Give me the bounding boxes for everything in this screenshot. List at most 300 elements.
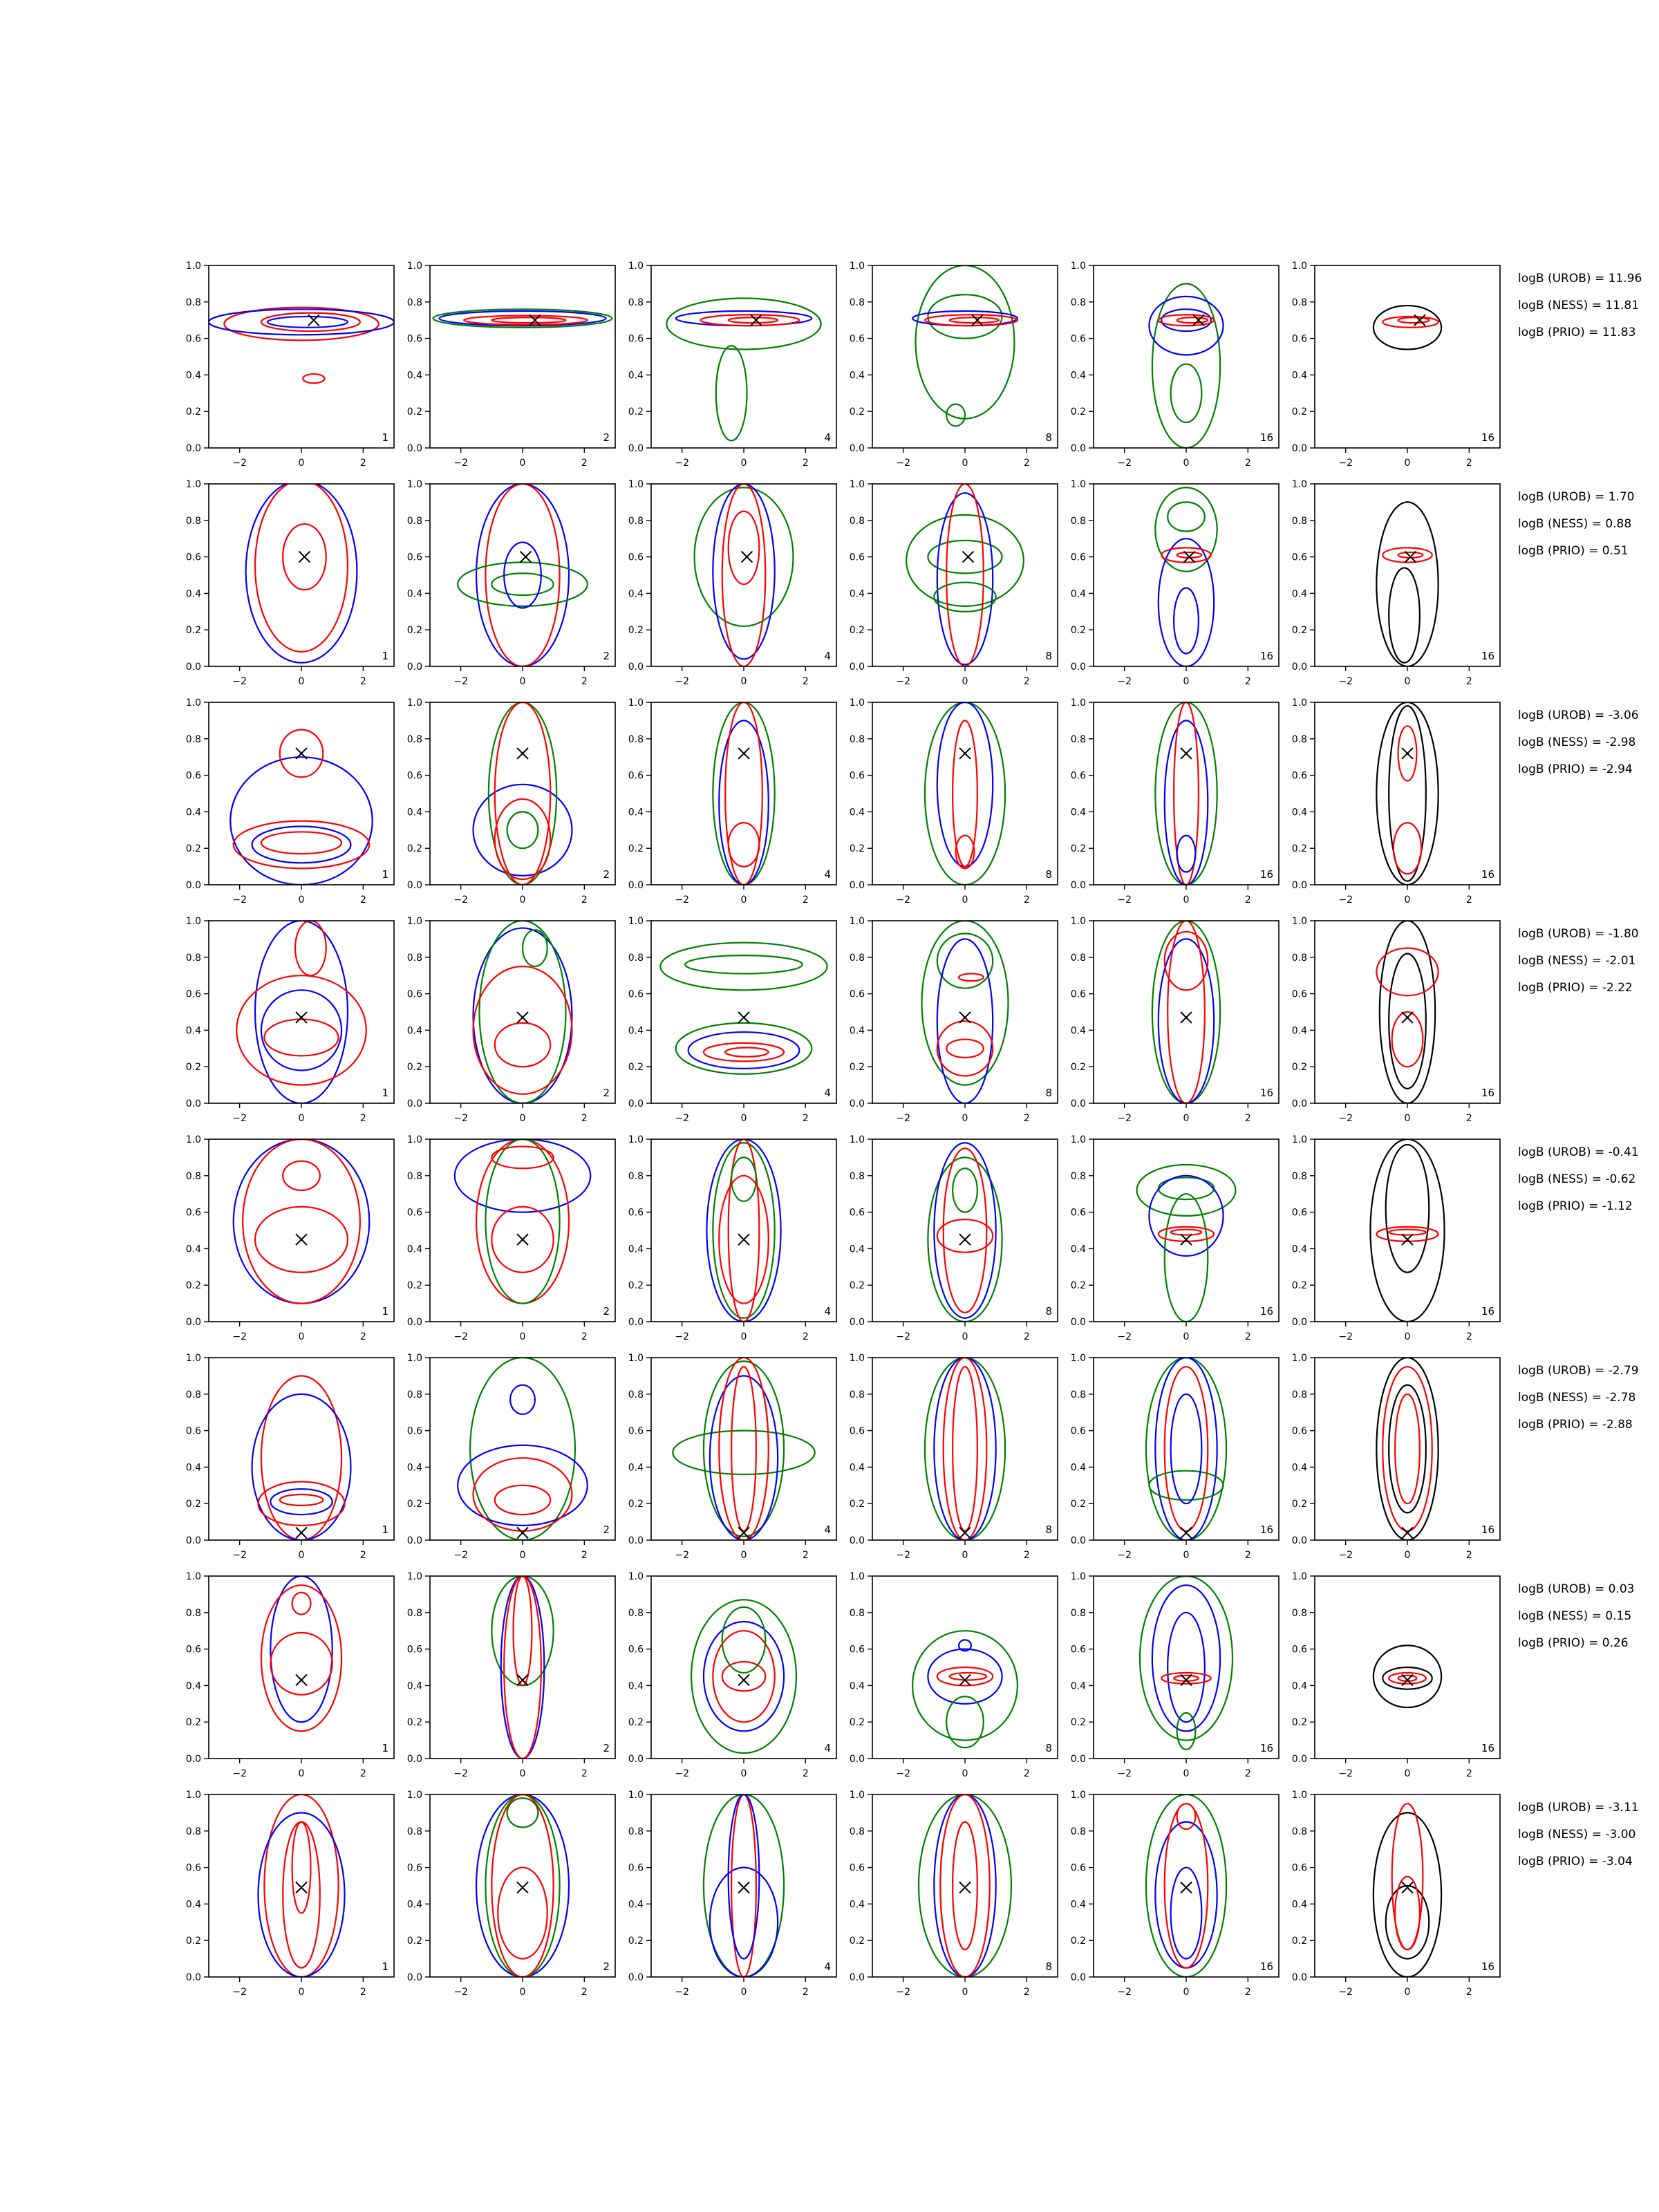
contour-red: [264, 1020, 338, 1056]
y-tick-label: 0.6: [1070, 1862, 1086, 1874]
panel-number-label: 16: [1481, 868, 1494, 881]
y-tick-label: 1.0: [406, 1353, 422, 1364]
axes-frame: [872, 702, 1058, 885]
y-tick-label: 0.0: [1070, 1754, 1086, 1765]
y-tick-label: 0.6: [406, 1425, 422, 1437]
y-tick-label: 0.2: [628, 1280, 644, 1292]
y-tick-label: 0.6: [1291, 333, 1307, 345]
bayes-factor-text: logB (UROB) = -3.11: [1518, 1801, 1639, 1815]
x-tick-label: −2: [675, 676, 689, 687]
contour-red: [944, 1148, 987, 1313]
x-tick-label: −2: [232, 458, 247, 469]
x-tick-label: 0: [519, 458, 526, 469]
contour-blue: [1152, 1585, 1220, 1731]
contour-group: [1146, 1794, 1226, 1977]
panel-r5-c1: [186, 1134, 394, 1342]
x-tick-label: −2: [896, 1550, 910, 1561]
y-tick-label: 0.2: [849, 406, 865, 418]
y-tick-label: 0.0: [849, 443, 865, 454]
y-tick-label: 0.6: [849, 333, 865, 345]
y-tick-label: 0.8: [1291, 1170, 1307, 1182]
y-tick-label: 0.2: [1070, 625, 1086, 637]
y-tick-label: 0.4: [406, 1680, 422, 1692]
y-tick-label: 0.6: [628, 1644, 644, 1656]
x-marker: [296, 1234, 307, 1245]
y-tick-label: 0.8: [185, 515, 201, 527]
contour-red: [1394, 823, 1421, 874]
y-tick-label: 0.6: [628, 988, 644, 1000]
y-tick-label: 0.0: [1291, 443, 1307, 454]
x-marker: [738, 748, 749, 759]
y-tick-label: 0.4: [1070, 1462, 1086, 1474]
contour-green: [1152, 283, 1220, 448]
axes-frame: [430, 1139, 615, 1322]
y-tick-label: 0.8: [849, 733, 865, 745]
contour-blue: [704, 1622, 784, 1731]
y-tick-label: 1.0: [849, 697, 865, 709]
contour-red: [1392, 1012, 1423, 1067]
y-tick-label: 0.8: [849, 515, 865, 527]
axes-frame: [430, 1576, 615, 1759]
contour-red: [1376, 948, 1438, 996]
panel-number-label: 16: [1259, 1087, 1273, 1099]
contour-group: [912, 265, 1018, 426]
y-tick-label: 0.6: [628, 1862, 644, 1874]
y-tick-label: 0.8: [1291, 952, 1307, 964]
y-tick-label: 0.0: [406, 880, 422, 891]
y-tick-label: 0.8: [185, 297, 201, 308]
x-tick-label: −2: [1338, 1768, 1353, 1779]
contour-red: [1171, 1230, 1202, 1235]
contour-red: [946, 484, 984, 666]
x-marker: [299, 552, 310, 563]
y-tick-label: 0.8: [849, 297, 865, 308]
contour-red: [1168, 921, 1205, 1103]
x-tick-label: 2: [359, 894, 366, 906]
y-tick-label: 0.0: [1291, 1317, 1307, 1328]
panel-r8-c2: [407, 1790, 615, 1998]
x-tick-label: 2: [1244, 458, 1251, 469]
x-tick-label: 0: [1404, 1987, 1411, 1998]
bayes-factor-text: logB (UROB) = 1.70: [1518, 490, 1635, 504]
x-tick-label: 2: [1465, 1550, 1472, 1561]
panel-r8-c3: [628, 1790, 836, 1998]
x-tick-label: −2: [232, 676, 247, 687]
y-tick-label: 0.6: [849, 1862, 865, 1874]
y-tick-label: 0.4: [1070, 1680, 1086, 1692]
contour-red: [1177, 1803, 1196, 1829]
y-tick-label: 0.2: [628, 1062, 644, 1074]
y-tick-label: 0.8: [1070, 1826, 1086, 1837]
x-tick-label: 2: [802, 676, 809, 687]
panel-r7-c2: [407, 1571, 615, 1779]
panel-number-label: 16: [1259, 1960, 1273, 1973]
contour-blue: [476, 484, 569, 666]
y-tick-label: 0.4: [628, 807, 644, 818]
y-tick-label: 0.6: [406, 988, 422, 1000]
y-tick-label: 0.4: [406, 807, 422, 818]
bayes-factor-text: logB (PRIO) = -3.04: [1518, 1855, 1633, 1868]
contour-red: [956, 836, 975, 869]
x-tick-label: 2: [802, 1331, 809, 1342]
contour-green: [695, 487, 794, 626]
y-tick-label: 0.4: [628, 1899, 644, 1911]
contour-red: [491, 1794, 553, 1977]
contour-green: [673, 1431, 814, 1474]
contour-red: [925, 315, 1018, 326]
panel-r6-c1: [186, 1353, 394, 1561]
axes-frame: [209, 265, 394, 448]
panel-number-label: 4: [824, 1305, 831, 1318]
y-tick-label: 0.8: [1291, 515, 1307, 527]
contour-red: [937, 1021, 993, 1076]
bayes-factor-annotations: [1518, 1582, 1634, 1650]
contour-green: [716, 346, 747, 440]
contour-group: [236, 921, 366, 1103]
x-marker: [959, 1234, 971, 1245]
axes-frame: [430, 265, 615, 448]
bayes-factor-annotations: [1518, 272, 1642, 339]
contour-red: [491, 317, 565, 323]
y-tick-label: 0.2: [849, 1499, 865, 1510]
contour-green: [485, 1794, 559, 1977]
y-tick-label: 0.6: [406, 1207, 422, 1219]
x-tick-label: −2: [232, 1550, 247, 1561]
x-marker: [959, 748, 971, 759]
y-tick-label: 0.4: [849, 1462, 865, 1474]
panel-r6-c6: [1292, 1353, 1500, 1561]
y-tick-label: 0.4: [1291, 1899, 1307, 1911]
y-tick-label: 0.2: [1070, 1499, 1086, 1510]
x-tick-label: −2: [675, 1768, 689, 1779]
y-tick-label: 0.0: [1291, 662, 1307, 673]
x-tick-label: 0: [1183, 1113, 1190, 1124]
contour-group: [704, 1794, 784, 1977]
panel-r3-c6: [1292, 697, 1500, 906]
contour-red: [953, 1367, 977, 1531]
y-tick-label: 0.2: [406, 1062, 422, 1074]
y-tick-label: 0.8: [185, 952, 201, 964]
panel-r5-c6: [1292, 1134, 1500, 1342]
bayes-factor-text: logB (UROB) = -1.80: [1518, 927, 1639, 941]
panel-r6-c4: [850, 1353, 1058, 1561]
y-tick-label: 1.0: [849, 916, 865, 927]
panel-r3-c4: [850, 697, 1058, 906]
y-tick-label: 0.6: [1070, 1207, 1086, 1219]
contour-red: [959, 974, 984, 982]
panel-number-label: 16: [1259, 1524, 1273, 1536]
x-tick-label: −2: [1117, 458, 1132, 469]
bayes-factor-text: logB (PRIO) = -1.12: [1518, 1199, 1633, 1213]
contour-red: [495, 702, 550, 885]
contour-group: [1374, 1803, 1441, 1977]
contour-red: [1395, 1394, 1420, 1503]
axes-frame: [209, 921, 394, 1103]
contour-red: [491, 1147, 553, 1169]
y-tick-label: 0.2: [406, 1936, 422, 1947]
y-tick-label: 1.0: [406, 479, 422, 490]
axes-frame: [1094, 265, 1279, 448]
y-tick-label: 0.6: [628, 770, 644, 782]
y-tick-label: 0.8: [185, 1826, 201, 1837]
y-tick-label: 0.0: [185, 443, 201, 454]
y-tick-label: 0.4: [1291, 807, 1307, 818]
panel-r6-c5: [1071, 1353, 1279, 1561]
y-tick-label: 0.6: [1291, 1425, 1307, 1437]
x-tick-label: 0: [1404, 458, 1411, 469]
y-tick-label: 0.0: [1291, 880, 1307, 891]
x-tick-label: 2: [1023, 458, 1030, 469]
axes-frame: [430, 1794, 615, 1977]
axes-frame: [651, 702, 836, 885]
panel-number-label: 1: [382, 1742, 388, 1754]
contour-group: [919, 1794, 1011, 1977]
y-tick-label: 0.4: [849, 1025, 865, 1037]
panel-number-label: 4: [824, 1087, 831, 1099]
contour-blue: [1168, 1613, 1205, 1722]
x-tick-label: −2: [232, 1113, 247, 1124]
y-tick-label: 0.4: [849, 1244, 865, 1255]
contour-blue: [937, 493, 993, 664]
y-tick-label: 0.4: [628, 1025, 644, 1037]
bayes-factor-annotations: [1518, 1364, 1639, 1432]
contour-group: [673, 1358, 814, 1540]
y-tick-label: 0.8: [628, 515, 644, 527]
contour-green: [676, 1023, 812, 1074]
axes-frame: [651, 1139, 836, 1322]
y-tick-label: 0.2: [628, 1717, 644, 1729]
y-tick-label: 0.2: [849, 625, 865, 637]
y-tick-label: 0.8: [1070, 515, 1086, 527]
y-tick-label: 0.0: [185, 880, 201, 891]
contour-blue: [1161, 309, 1210, 331]
contour-group: [258, 1794, 344, 1977]
y-tick-label: 0.8: [185, 1607, 201, 1619]
bayes-factor-annotations: [1518, 927, 1639, 995]
axes-frame: [1315, 1139, 1500, 1322]
bayes-factor-text: logB (NESS) = 0.88: [1518, 517, 1632, 531]
y-tick-label: 0.6: [1291, 1644, 1307, 1656]
y-tick-label: 0.2: [406, 406, 422, 418]
panel-r8-c6: [1292, 1790, 1500, 1998]
x-tick-label: 0: [962, 1331, 968, 1342]
contour-red: [283, 1161, 320, 1190]
contour-red: [270, 1633, 332, 1695]
x-tick-label: 0: [1183, 458, 1190, 469]
x-tick-label: −2: [453, 1768, 468, 1779]
contour-group: [1376, 1358, 1438, 1540]
y-tick-label: 0.2: [628, 843, 644, 855]
x-tick-label: 0: [298, 1550, 305, 1561]
panel-number-label: 8: [1045, 1742, 1052, 1754]
panel-number-label: 16: [1259, 1305, 1273, 1318]
panel-r3-c3: [628, 697, 836, 906]
x-tick-label: −2: [675, 1550, 689, 1561]
x-tick-label: 0: [962, 894, 968, 906]
y-tick-label: 0.6: [406, 1862, 422, 1874]
x-tick-label: 0: [1404, 676, 1411, 687]
y-tick-label: 0.6: [406, 770, 422, 782]
x-tick-label: −2: [453, 1987, 468, 1998]
contour-green: [507, 1798, 538, 1827]
y-tick-label: 0.6: [849, 770, 865, 782]
y-tick-label: 0.4: [1070, 1899, 1086, 1911]
y-tick-label: 0.4: [628, 1244, 644, 1255]
y-tick-label: 0.8: [628, 1826, 644, 1837]
panel-r2-c5: [1071, 479, 1279, 687]
y-tick-label: 1.0: [628, 261, 644, 272]
x-tick-label: −2: [675, 1987, 689, 1998]
x-tick-label: 0: [1404, 894, 1411, 906]
x-tick-label: 0: [519, 1550, 526, 1561]
contour-red: [1159, 315, 1214, 326]
x-tick-label: −2: [1117, 1768, 1132, 1779]
panel-number-label: 2: [603, 1087, 610, 1099]
contour-red: [1389, 1230, 1426, 1235]
x-marker: [520, 552, 531, 563]
x-marker: [1193, 315, 1204, 326]
x-tick-label: 0: [298, 894, 305, 906]
y-tick-label: 0.4: [1291, 588, 1307, 600]
y-tick-label: 0.4: [406, 1899, 422, 1911]
contour-green: [704, 1361, 784, 1536]
y-tick-label: 0.6: [1070, 1425, 1086, 1437]
y-tick-label: 1.0: [406, 916, 422, 927]
y-tick-label: 1.0: [185, 1790, 201, 1801]
y-tick-label: 0.2: [1291, 843, 1307, 855]
y-tick-label: 0.0: [628, 1754, 644, 1765]
x-tick-label: −2: [1117, 1987, 1132, 1998]
y-tick-label: 0.2: [185, 843, 201, 855]
contour-group: [1376, 702, 1438, 885]
contour-red: [243, 1139, 360, 1304]
y-tick-label: 0.0: [628, 662, 644, 673]
panel-r3-c2: [407, 697, 615, 906]
bayes-factor-text: logB (PRIO) = 0.51: [1518, 544, 1629, 558]
x-marker: [1402, 1882, 1413, 1893]
y-tick-label: 0.8: [849, 1389, 865, 1400]
y-tick-label: 0.2: [1291, 1280, 1307, 1292]
y-tick-label: 1.0: [628, 1790, 644, 1801]
x-tick-label: −2: [1338, 1550, 1353, 1561]
y-tick-label: 1.0: [1291, 697, 1307, 709]
panel-number-label: 2: [603, 868, 610, 881]
x-tick-label: 0: [519, 1987, 526, 1998]
y-tick-label: 1.0: [185, 916, 201, 927]
panel-number-label: 16: [1259, 868, 1273, 881]
contour-green: [704, 1794, 784, 1977]
panel-r7-c3: [628, 1571, 836, 1779]
contour-group: [1149, 283, 1223, 448]
y-tick-label: 0.2: [185, 1936, 201, 1947]
panel-number-label: 1: [382, 1305, 388, 1318]
contour-blue: [729, 1794, 760, 1959]
contour-blue: [455, 1139, 591, 1212]
y-tick-label: 0.8: [1291, 1389, 1307, 1400]
x-tick-label: 0: [740, 676, 747, 687]
y-tick-label: 0.4: [185, 1899, 201, 1911]
contour-group: [433, 309, 612, 327]
x-marker: [741, 552, 752, 563]
bayes-factor-text: logB (NESS) = 11.81: [1518, 299, 1640, 312]
y-tick-label: 0.6: [185, 988, 201, 1000]
y-tick-label: 0.8: [849, 1826, 865, 1837]
axes-frame: [430, 484, 615, 666]
contour-group: [455, 1139, 591, 1304]
x-tick-label: 2: [1244, 894, 1251, 906]
y-tick-label: 1.0: [406, 261, 422, 272]
y-tick-label: 1.0: [1070, 261, 1086, 272]
y-tick-label: 0.2: [628, 406, 644, 418]
y-tick-label: 0.0: [849, 1535, 865, 1546]
y-tick-label: 0.4: [1070, 1025, 1086, 1037]
x-tick-label: 0: [1404, 1768, 1411, 1779]
y-tick-label: 0.0: [406, 1972, 422, 1983]
contour-group: [458, 484, 588, 666]
contour-red: [495, 1023, 550, 1067]
contour-red: [731, 1794, 756, 1977]
contour-red: [937, 1219, 993, 1253]
x-tick-label: 0: [298, 458, 305, 469]
bayes-factor-annotations: [1518, 709, 1639, 776]
y-tick-label: 0.2: [849, 843, 865, 855]
y-tick-label: 0.4: [185, 1680, 201, 1692]
panel-r4-c5: [1071, 916, 1279, 1124]
y-tick-label: 0.2: [1291, 1717, 1307, 1729]
x-tick-label: 2: [1465, 458, 1472, 469]
y-tick-label: 0.0: [628, 1972, 644, 1983]
x-tick-label: 0: [962, 458, 968, 469]
x-tick-label: 0: [740, 894, 747, 906]
y-tick-label: 0.2: [406, 625, 422, 637]
y-tick-label: 1.0: [849, 1134, 865, 1145]
y-tick-label: 1.0: [849, 261, 865, 272]
x-tick-label: 0: [519, 1768, 526, 1779]
contour-group: [912, 1631, 1018, 1747]
x-tick-label: 2: [1023, 676, 1030, 687]
contour-blue: [261, 990, 341, 1070]
contour-red: [261, 313, 360, 331]
y-tick-label: 0.0: [1291, 1098, 1307, 1109]
panel-r1-c6: [1292, 261, 1500, 469]
y-tick-label: 0.6: [628, 333, 644, 345]
contour-group: [695, 484, 794, 666]
contour-black: [1376, 502, 1438, 666]
x-tick-label: 0: [740, 1550, 747, 1561]
y-tick-label: 1.0: [849, 1571, 865, 1582]
contour-blue: [510, 1385, 535, 1414]
y-tick-label: 0.6: [1291, 770, 1307, 782]
y-tick-label: 0.2: [406, 843, 422, 855]
contour-group: [666, 299, 821, 441]
y-tick-label: 0.6: [628, 1425, 644, 1437]
x-marker: [738, 1234, 749, 1245]
axes-frame: [1094, 484, 1279, 666]
y-tick-label: 0.0: [406, 1317, 422, 1328]
y-tick-label: 0.6: [185, 552, 201, 563]
y-tick-label: 0.6: [406, 333, 422, 345]
x-tick-label: 2: [359, 676, 366, 687]
panel-number-label: 4: [824, 1742, 831, 1754]
bayes-factor-text: logB (PRIO) = -2.22: [1518, 981, 1633, 995]
contour-red: [950, 317, 999, 323]
bayes-factor-annotations: [1518, 1145, 1639, 1213]
panel-number-label: 16: [1259, 431, 1273, 444]
y-tick-label: 1.0: [849, 1790, 865, 1801]
y-tick-label: 0.4: [1291, 370, 1307, 382]
contour-green: [713, 1143, 774, 1318]
x-tick-label: 2: [802, 894, 809, 906]
